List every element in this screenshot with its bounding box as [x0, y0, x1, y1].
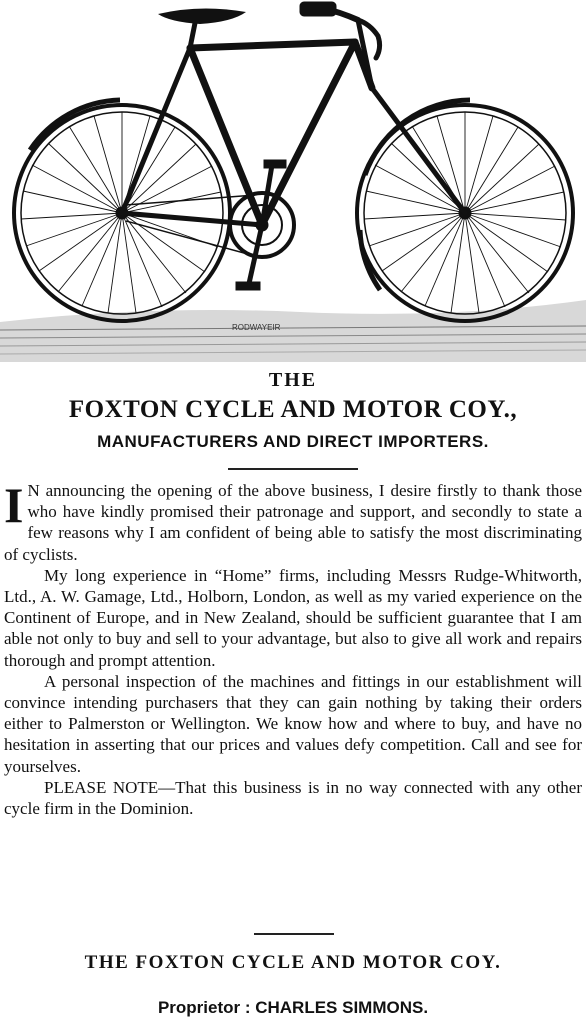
paragraph-intro-text: N announcing the opening of the above business, I desire firstly to thank those who have kindly promised their patronage and support, and secondly to state a few reasons why I am confident of being able to satisfy the most discriminating of cyclists. [4, 481, 582, 564]
advert-body [4, 477, 582, 819]
saddle-icon [158, 8, 246, 24]
ground-shading [0, 300, 586, 362]
paragraph-experience: My long experience in “Home” firms, including Messrs Rudge-Whitworth, Ltd., A. W. Gamage, Ltd., Holborn, London, as well as my varied experience on the Continent of Europe, and in New Zealand, should be sufficient guarantee that I am able not only to buy and sell to your advantage, but also to give all work and repairs thorough and prompt attention. [4, 565, 582, 670]
heading-the: THE [268, 369, 318, 391]
proprietor-line: Proprietor : CHARLES SIMMONS. [157, 998, 429, 1017]
footer-company-name: THE FOXTON CYCLE AND MOTOR COY. [84, 952, 502, 973]
divider-rule-lower [254, 933, 334, 935]
chainring [126, 160, 294, 290]
bicycle-icon [0, 0, 586, 362]
company-subtitle: MANUFACTURERS AND DIRECT IMPORTERS. [97, 432, 489, 451]
paragraph-note: PLEASE NOTE—That this business is in no way connected with any other cycle firm in the Dominion. [4, 777, 582, 819]
handlebar-icon [300, 2, 380, 58]
dropcap-letter: I [4, 477, 24, 533]
paragraph-inspection: A personal inspection of the machines and fittings in our establishment will convince intending purchasers that they can gain nothing by taking their orders either to Palmerston or Wellington. We know how and where to buy, and have no hesitation in asserting that our prices and values defy competition. Call and see for yourselves. [4, 671, 582, 776]
divider-rule [228, 468, 358, 470]
maker-mark: RODWAYEIR [232, 323, 281, 332]
bicycle-illustration [0, 0, 586, 362]
paragraph-intro [4, 477, 582, 565]
bicycle-frame [122, 18, 465, 225]
company-title: FOXTON CYCLE AND MOTOR COY., [68, 396, 518, 423]
